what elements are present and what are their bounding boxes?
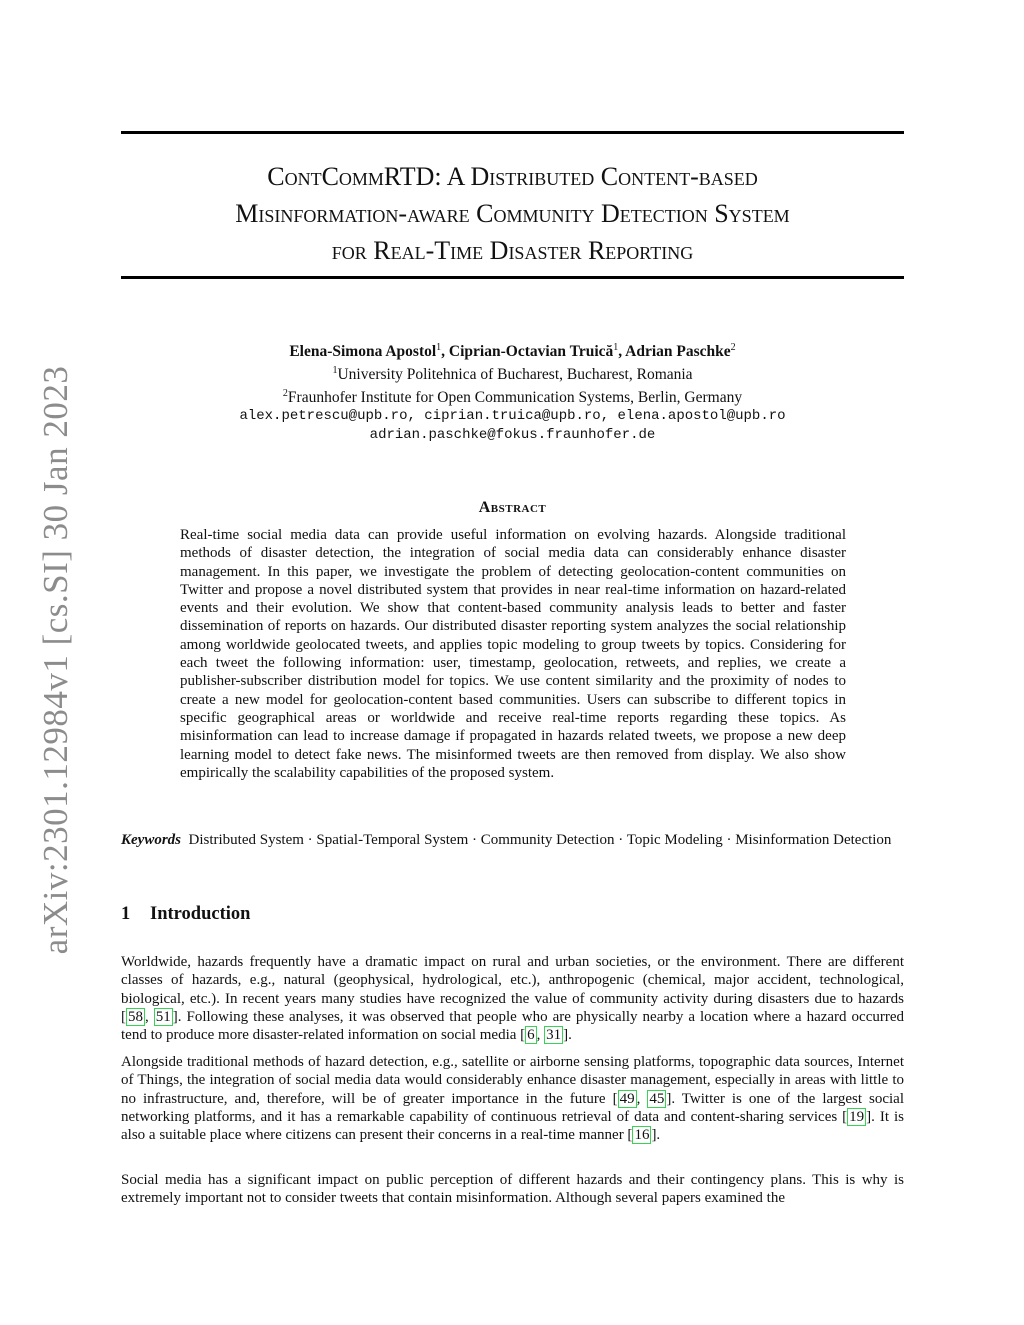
paragraph-text: ]. Following these analyses, it was observed that people who are physically nearby a location where a hazard occurred tend to produce more disaster-related information on social media [: [121, 1008, 904, 1044]
citation-separator: ,: [145, 1008, 154, 1025]
affiliation-1: [121, 361, 904, 384]
citation-link[interactable]: 49: [619, 1090, 635, 1107]
keywords-text: Distributed System · Spatial-Temporal System · Community Detection · Topic Modeling · Misinformation Detection: [188, 832, 892, 848]
affiliation-1-marker: 1: [332, 365, 338, 377]
keywords-label: Keywords: [121, 832, 181, 848]
author-emails-1: alex.petrescu@upb.ro, ciprian.truica@upb.ro, elena.apostol@upb.ro: [239, 408, 786, 425]
keywords: [121, 831, 904, 849]
citation-link[interactable]: 31: [546, 1027, 562, 1044]
author-1: Elena-Simona Apostol: [289, 343, 437, 361]
citation-link[interactable]: 6: [527, 1027, 535, 1044]
author-3-affiliation: 2: [730, 342, 736, 353]
affiliation-2-text: Fraunhofer Institute for Open Communication Systems, Berlin, Germany: [287, 389, 743, 407]
paragraph-text: Worldwide, hazards frequently have a dramatic impact on rural and urban societies, or the environment. There are different classes of hazards, e.g., natural (geophysical, hydrological, etc.), anthropogenic (chemical, major accident, technological, biological, etc.). In recent years many studies have recognized the value of community activity during disasters due to hazards [: [121, 954, 904, 1025]
abstract-heading: Abstract: [478, 499, 547, 516]
paragraph-text: ].: [563, 1027, 572, 1044]
paragraph-text: ].: [651, 1127, 661, 1144]
paragraph-text: ]. Twitter is one of the largest social networking platforms, and it has a remarkable capability of continuous retrieval of data and content-sharing services [: [121, 1090, 905, 1125]
citation-separator: ,: [636, 1090, 648, 1107]
arxiv-identifier: arXiv:2301.12984v1 [cs.SI] 30 Jan 2023: [36, 365, 75, 955]
paragraph-text: ]. It is also a suitable place where citizens can present their concerns in a real-time manner [: [121, 1108, 904, 1144]
citation-link[interactable]: 58: [128, 1008, 143, 1025]
affiliation-2: [121, 384, 904, 407]
title-line-1: ContCommRTD: A Distributed Content-based: [267, 162, 758, 191]
intro-paragraph-2: [121, 1053, 904, 1144]
author-block: [121, 338, 904, 445]
affiliation-1-text: University Politehnica of Bucharest, Bucharest, Romania: [337, 366, 693, 384]
intro-paragraph-1: [121, 953, 904, 1044]
title-line-2: Misinformation-aware Community Detection System: [235, 199, 790, 228]
citation-link[interactable]: 45: [649, 1090, 665, 1107]
abstract-text: Real-time social media data can provide useful information on evolving hazards. Alongside traditional methods of disaster detection, the integration of social media data can considerably enhance disaster management. In this paper, we investigate the problem of detecting geolocation-content communities on Twitter and propose a novel distributed system that provides in near real-time information on hazard-related events and their evolution. We show that content-based community analysis leads to better and faster dissemination of reports on hazards. Our distributed disaster reporting system analyzes the social relationship among worldwide geolocated tweets, and applies topic modeling to group tweets by topics. Considering for each tweet the following information: user, timestamp, geolocation, retweets, and replies, we create a publisher-subscriber distribution model for topics. We use content similarity and the proximity of nodes to create a new model for geolocation-content based communities. Users can subscribe to different topics in specific geographical areas or worldwide and receive real-time reports regarding these topics. As misinformation can lead to increase damage if propagated in hazards related tweets, we propose a new deep learning model to detect fake news. The misinformed tweets are then removed from display. We also show empirically the scalability capabilities of the proposed system.: [180, 527, 846, 781]
title-bottom-rule: [121, 276, 904, 279]
author-2-affiliation: 1: [613, 342, 619, 353]
section-title: Introduction: [150, 904, 251, 924]
author-separator: ,: [618, 343, 626, 361]
intro-paragraph-3: Social media has a significant impact on public perception of different hazards and their contingency plans. This is why is extremely important not to consider tweets that contain misinformation. Although several papers examined the: [121, 1172, 904, 1207]
citation-link[interactable]: 19: [849, 1108, 865, 1125]
affiliation-2-marker: 2: [282, 388, 288, 400]
section-number: 1: [121, 904, 131, 924]
author-1-affiliation: 1: [436, 342, 442, 353]
section-heading-introduction: [121, 904, 250, 925]
citation-link[interactable]: 16: [634, 1127, 650, 1144]
paper-title: [121, 158, 904, 269]
paragraph-text: Alongside traditional methods of hazard detection, e.g., satellite or airborne sensing platforms, topographic data sources, Internet of Things, the integration of social media data would considerably enhance disaster management, especially in areas with little to no infrastructure, and, therefore, will be of greater importance in the future [: [121, 1054, 904, 1107]
title-line-3: for Real-Time Disaster Reporting: [331, 236, 694, 265]
author-3: Adrian Paschke: [625, 343, 731, 361]
citation-link[interactable]: 51: [155, 1008, 171, 1025]
citation-separator: ,: [536, 1027, 545, 1044]
title-top-rule: [121, 131, 904, 134]
author-separator: ,: [441, 343, 449, 361]
author-2: Ciprian-Octavian Truică: [448, 343, 614, 361]
author-names: [121, 338, 904, 361]
author-emails-2: adrian.paschke@fokus.fraunhofer.de: [369, 427, 656, 444]
